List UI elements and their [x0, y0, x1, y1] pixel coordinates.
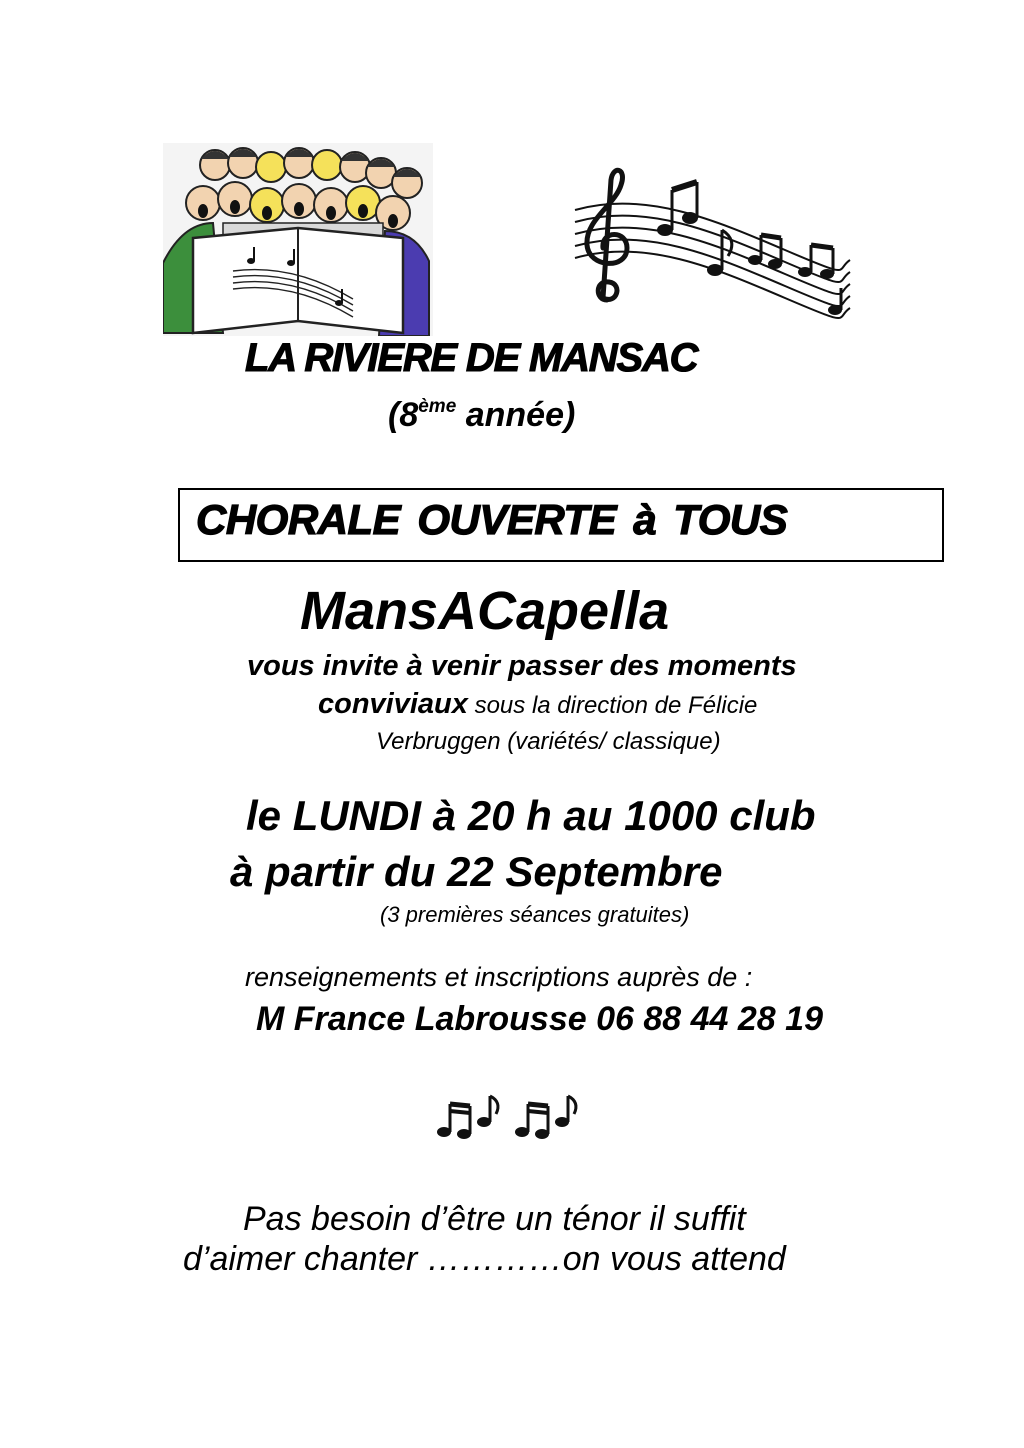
- invite-line-2-rest: sous la direction de Félicie: [467, 692, 758, 719]
- edition-superscript: ème: [418, 396, 457, 417]
- choir-name: MansACapella: [300, 581, 670, 641]
- invite-line-3: Verbruggen (variétés/ classique): [376, 728, 721, 755]
- invite-line-1: vous invite à venir passer des moments: [247, 650, 797, 682]
- free-sessions-note: (3 premières séances gratuites): [380, 902, 690, 927]
- edition-year: [388, 396, 575, 435]
- music-notes-icon: [432, 1082, 582, 1152]
- schedule-line-1: le LUNDI à 20 h au 1000 club: [246, 792, 816, 839]
- edition-rest: année): [456, 396, 576, 434]
- contact-line: M France Labrousse 06 88 44 28 19: [256, 1000, 823, 1038]
- invite-bold-word: conviviaux: [318, 688, 468, 720]
- closing-line-2: d’aimer chanter …………on vous attend: [183, 1240, 786, 1278]
- edition-open: (8: [388, 396, 419, 434]
- closing-line-1: Pas besoin d’être un ténor il suffit: [243, 1200, 746, 1238]
- music-staff-icon: [565, 160, 855, 320]
- town-title: LA RIVIERE DE MANSAC: [245, 336, 698, 380]
- info-line: renseignements et inscriptions auprès de :: [245, 962, 753, 992]
- banner-text: CHORALE OUVERTE à TOUS: [196, 496, 788, 543]
- invite-line-2: [318, 688, 757, 721]
- schedule-line-2: à partir du 22 Septembre: [230, 848, 723, 895]
- choir-illustration-icon: [163, 143, 433, 336]
